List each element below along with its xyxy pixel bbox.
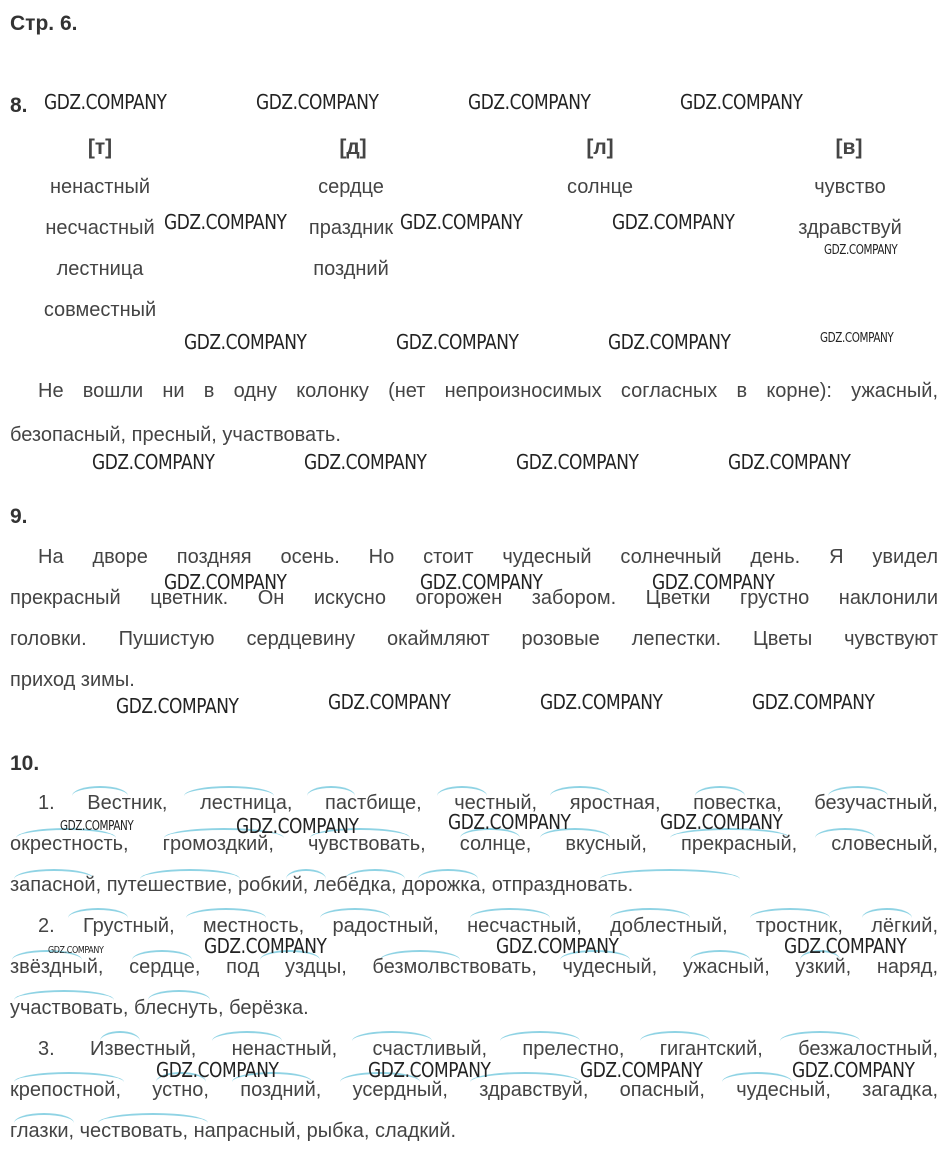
exercise-9-number: 9.	[10, 505, 28, 528]
exercise-8-note-line: Не вошли ни в одну колонку (нет непроизносимых согласных в корне): ужасный,	[38, 380, 938, 402]
exercise-9-line: головки. Пушистую сердцевину окаймляют розовые лепестки. Цветы чувствуют	[10, 628, 938, 650]
watermark: GDZ.COMPANY	[92, 450, 215, 474]
watermark: GDZ.COMPANY	[396, 330, 519, 354]
exercise-10-line: запасной, путешествие, робкий, лебёдка, дорожка, отпраздновать.	[10, 874, 634, 896]
watermark: GDZ.COMPANY	[540, 690, 663, 714]
watermark: GDZ.COMPANY	[368, 1058, 491, 1082]
watermark: GDZ.COMPANY	[608, 330, 731, 354]
page-title: Стр. 6.	[10, 12, 78, 35]
exercise-10-line: участвовать, блеснуть, берёзка.	[10, 997, 309, 1019]
watermark: GDZ.COMPANY	[580, 1058, 703, 1082]
column-head-l: [л]	[586, 136, 614, 159]
column-v-word: здравствуй	[798, 217, 902, 239]
watermark: GDZ.COMPANY	[516, 450, 639, 474]
watermark: GDZ.COMPANY	[820, 331, 894, 346]
watermark: GDZ.COMPANY	[204, 934, 327, 958]
column-t-word: лестница	[56, 258, 144, 280]
column-head-d: [д]	[339, 136, 367, 159]
watermark: GDZ.COMPANY	[680, 90, 803, 114]
watermark: GDZ.COMPANY	[752, 690, 875, 714]
watermark: GDZ.COMPANY	[784, 934, 907, 958]
watermark: GDZ.COMPANY	[496, 934, 619, 958]
exercise-8-number: 8.	[10, 94, 28, 117]
watermark: GDZ.COMPANY	[328, 690, 451, 714]
watermark: GDZ.COMPANY	[612, 210, 735, 234]
watermark: GDZ.COMPANY	[164, 210, 287, 234]
watermark: GDZ.COMPANY	[48, 945, 104, 956]
watermark: GDZ.COMPANY	[468, 90, 591, 114]
watermark: GDZ.COMPANY	[792, 1058, 915, 1082]
exercise-10-number: 10.	[10, 752, 40, 775]
column-d-word: поздний	[313, 258, 389, 280]
watermark: GDZ.COMPANY	[420, 570, 543, 594]
exercise-9-line: На дворе поздняя осень. Но стоит чудесный солнечный день. Я увидел	[38, 546, 938, 568]
column-l-word: солнце	[567, 176, 633, 198]
watermark: GDZ.COMPANY	[116, 694, 239, 718]
watermark: GDZ.COMPANY	[256, 90, 379, 114]
exercise-10-line: крепостной, устно, поздний, усердный, здравствуй, опасный, чудесный, загадка,	[10, 1079, 938, 1101]
exercise-10-line: звёздный, сердце, под уздцы, безмолвствовать, чудесный, ужасный, узкий, наряд,	[10, 956, 938, 978]
column-head-v: [в]	[835, 136, 863, 159]
watermark: GDZ.COMPANY	[448, 810, 571, 834]
watermark: GDZ.COMPANY	[236, 814, 359, 838]
exercise-10-line: 3. Известный, ненастный, счастливый, прелестно, гигантский, безжалостный,	[38, 1038, 938, 1060]
column-t-word: совместный	[43, 299, 157, 321]
column-d-word: сердце	[318, 176, 384, 198]
column-t-word: ненастный	[49, 176, 151, 198]
column-v-word: чувство	[814, 176, 886, 198]
watermark: GDZ.COMPANY	[652, 570, 775, 594]
exercise-10-line: глазки, чествовать, напрасный, рыбка, сладкий.	[10, 1120, 457, 1142]
watermark: GDZ.COMPANY	[60, 819, 134, 834]
watermark: GDZ.COMPANY	[728, 450, 851, 474]
exercise-10-line: 2. Грустный, местность, радостный, несчастный, доблестный, тростник, лёгкий,	[38, 915, 938, 937]
column-d-word: праздник	[308, 217, 394, 239]
watermark: GDZ.COMPANY	[304, 450, 427, 474]
column-t-word: несчастный	[45, 217, 155, 239]
watermark: GDZ.COMPANY	[44, 90, 167, 114]
watermark: GDZ.COMPANY	[164, 570, 287, 594]
watermark: GDZ.COMPANY	[184, 330, 307, 354]
exercise-10-line: окрестность, громоздкий, чувствовать, солнце, вкусный, прекрасный, словесный,	[10, 833, 938, 855]
watermark: GDZ.COMPANY	[660, 810, 783, 834]
column-head-t: [т]	[87, 136, 113, 159]
exercise-8-note-line: безопасный, пресный, участвовать.	[10, 424, 341, 446]
watermark: GDZ.COMPANY	[400, 210, 523, 234]
exercise-10-line: 1. Вестник, лестница, пастбище, честный, яростная, повестка, безучастный,	[38, 792, 938, 814]
watermark: GDZ.COMPANY	[156, 1058, 279, 1082]
watermark: GDZ.COMPANY	[824, 243, 898, 258]
exercise-9-line: прекрасный цветник. Он искусно огорожен забором. Цветки грустно наклонили	[10, 587, 938, 609]
exercise-9-line: приход зимы.	[10, 669, 135, 691]
